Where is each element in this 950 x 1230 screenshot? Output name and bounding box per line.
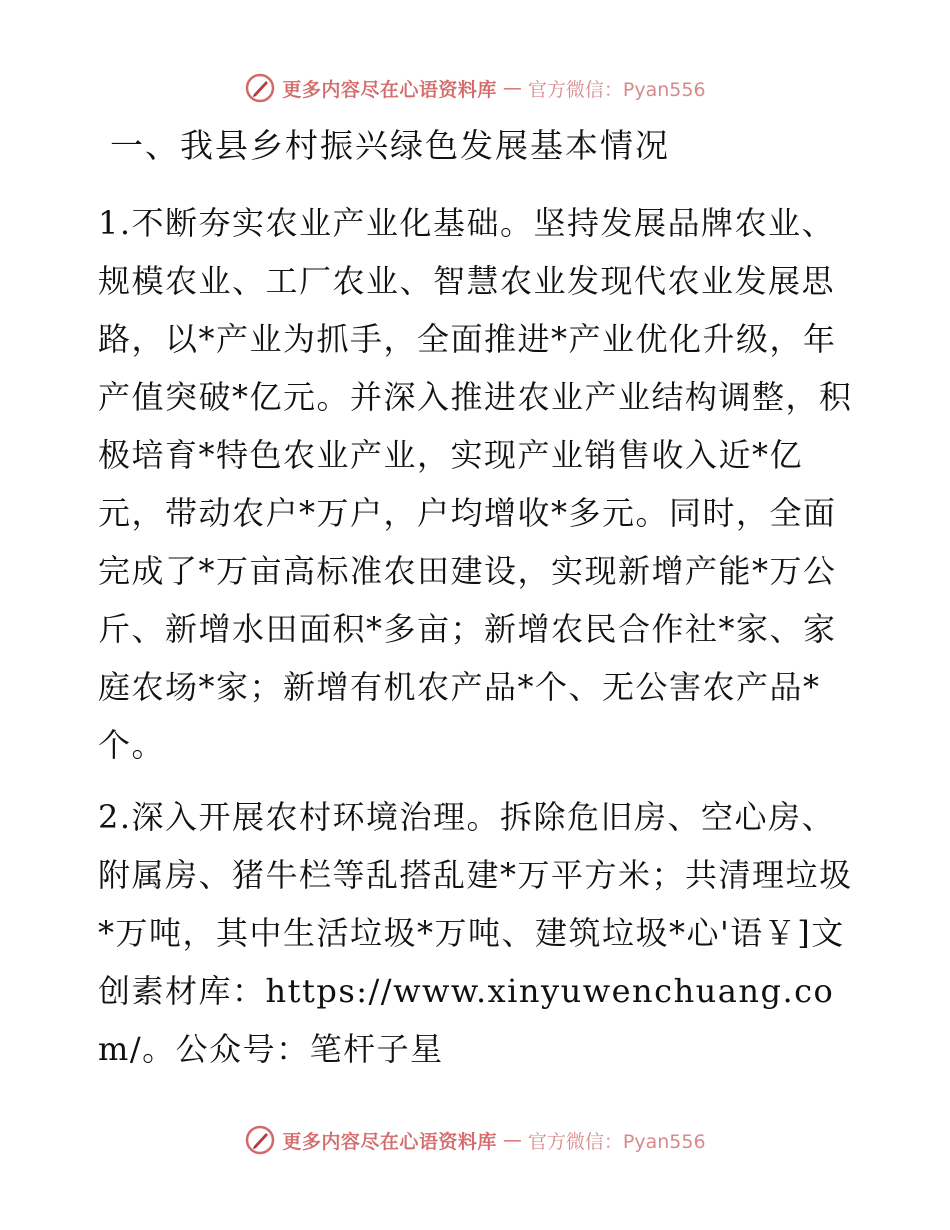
watermark-footer <box>0 1124 950 1156</box>
paragraph-1: 1.不断夯实农业产业化基础。坚持发展品牌农业、规模农业、工厂农业、智慧农业发现代农业发展思路，以*产业为抓手，全面推进*产业优化升级，年产值突破*亿元。并深入推进农业产业结构调整，积极培育*特色农业产业，实现产业销售收入近*亿元，带动农户*万户，户均增收*多元。同时，全面完成了*万亩高标准农田建设，实现新增产能*万公斤、新增水田面积*多亩；新增农民合作社*家、家庭农场*家；新增有机农产品*个、无公害农产品*个。 <box>98 204 853 764</box>
watermark-text: 更多内容尽在心语资料库 <box>282 78 497 101</box>
section-heading: 一、我县乡村振兴绿色发展基本情况 <box>110 126 670 165</box>
watermark-official: 官方微信：Pyan556 <box>527 1130 706 1153</box>
watermark-separator: — <box>502 77 522 99</box>
watermark-separator: — <box>502 1129 522 1151</box>
watermark-text: 更多内容尽在心语资料库 <box>282 1130 497 1153</box>
pen-logo-icon <box>244 72 276 104</box>
watermark-header <box>0 72 950 104</box>
watermark-official: 官方微信：Pyan556 <box>527 78 706 101</box>
pen-logo-icon <box>244 1124 276 1156</box>
document-body <box>98 124 854 1092</box>
paragraph-2: 2.深入开展农村环境治理。拆除危旧房、空心房、附属房、猪牛栏等乱搭乱建*万平方米；共清理垃圾*万吨，其中生活垃圾*万吨、建筑垃圾*心'语￥]文创素材库：https://www.xinyuwenchuang.com/。公众号：笔杆子星 <box>98 798 853 1068</box>
